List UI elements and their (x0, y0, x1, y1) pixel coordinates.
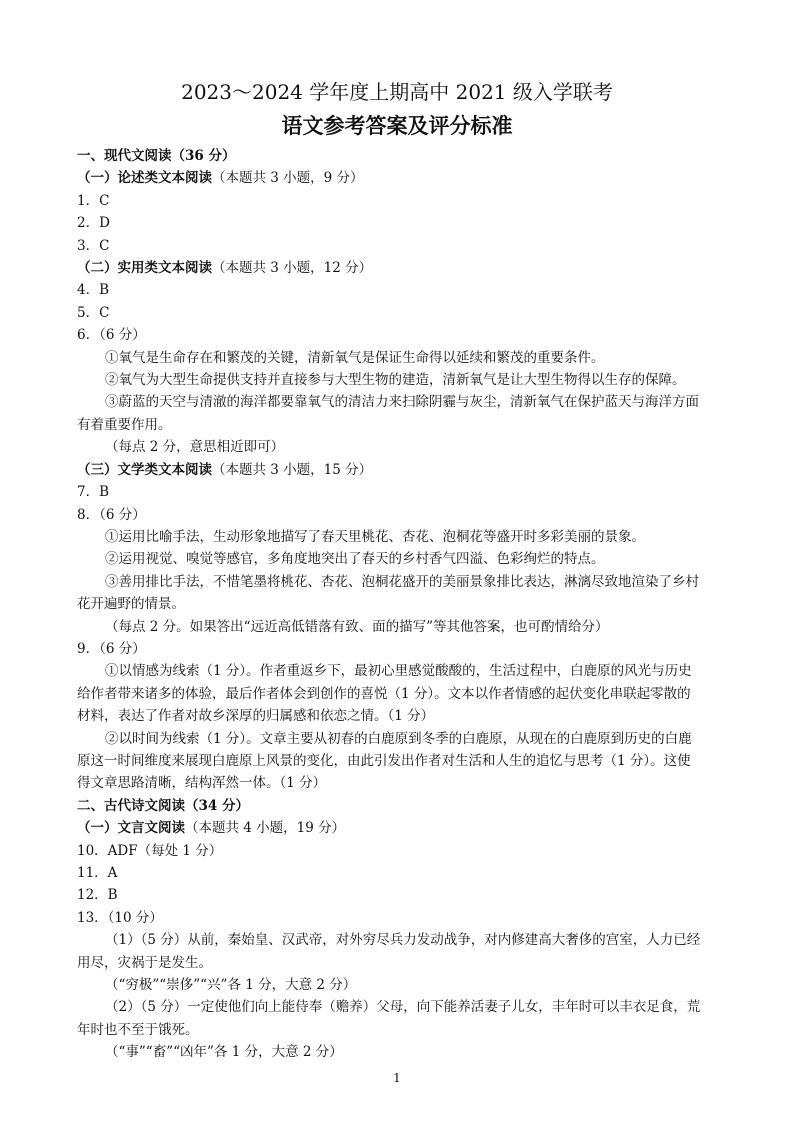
answer-q8-point3-cont: 花开遍野的情景。 (77, 596, 185, 613)
answer-body (77, 145, 727, 1064)
page-number: 1 (393, 1071, 401, 1085)
answer-q9-point1: ①以情感为线索（1 分）。作者重返乡下，最初心里感觉酸酸的，生活过程中，白鹿原的风光与历史 (105, 663, 692, 680)
answer-q13-part2-cont: 年时也不至于饿死。 (77, 1021, 199, 1038)
answer-q9-point1-cont2: 材料，表达了作者对故乡深厚的归属感和依恋之情。（1 分） (77, 708, 435, 725)
scoring-note-q6: （每点 2 分，意思相近即可） (105, 439, 285, 456)
subsection-title: （二）实用类文本阅读 (77, 260, 212, 277)
document-title: 语文参考答案及评分标准 (281, 113, 513, 138)
scoring-note-q13-part2: （“事”“畜”“凶年”各 1 分，大意 2 分） (105, 1044, 343, 1061)
answer-q13: 13．（10 分） (77, 909, 163, 926)
answer-q7: 7．B (77, 484, 110, 501)
answer-q6: 6．（6 分） (77, 327, 146, 344)
answer-q8-point1: ①运用比喻手法，生动形象地描写了春天里桃花、杏花、泡桐花等盛开时多彩美丽的景象。 (105, 528, 645, 545)
answer-q9: 9．（6 分） (77, 640, 146, 657)
answer-q2: 2．D (77, 215, 110, 232)
subsection-note: （本题共 4 小题，19 分） (185, 820, 346, 837)
subsection-heading-literary (77, 459, 727, 481)
answer-q6-point2: ②氧气为大型生命提供支持并直接参与大型生物的建造，清新氧气是让大型生物得以生存的保障。 (105, 372, 686, 389)
answer-q13-part1: （1）（5 分）从前，秦始皇、汉武帝，对外穷尽兵力发动战争，对内修建高大奢侈的宫室，人力已经 (105, 932, 701, 949)
answer-q6-point3-cont: 有着重要作用。 (77, 416, 172, 433)
answer-q8-point3: ③善用排比手法，不惜笔墨将桃花、杏花、泡桐花盛开的美丽景象排比表达，淋漓尽致地渲染了乡村 (105, 573, 699, 590)
answer-q6-point1: ①氧气是生命存在和繁茂的关键，清新氧气是保证生命得以延续和繁茂的重要条件。 (105, 349, 605, 366)
subsection-note: （本题共 3 小题，12 分） (212, 260, 373, 277)
answer-q6-point3: ③蔚蓝的天空与清澈的海洋都要靠氧气的清洁力来扫除阴霾与灰尘，清新氧气在保护蓝天与海洋方面 (105, 394, 699, 411)
answer-q9-point1-cont: 给作者带来诸多的体验，最后作者体会到创作的喜悦（1 分）。文本以作者情感的起伏变化串联起零散的 (77, 685, 691, 702)
subsection-title: （一）论述类文本阅读 (77, 170, 212, 187)
subsection-heading-practical (77, 257, 727, 279)
answer-q12: 12．B (77, 887, 118, 904)
answer-q1: 1．C (77, 192, 110, 209)
scoring-note-q13-part1: （“穷极”“崇侈”“兴”各 1 分，大意 2 分） (105, 977, 357, 994)
answer-q5: 5．C (77, 304, 110, 321)
subsection-note: （本题共 3 小题，9 分） (212, 170, 364, 187)
answer-q3: 3．C (77, 237, 110, 254)
subsection-title: （三）文学类文本阅读 (77, 461, 212, 478)
answer-q8-point2: ②运用视觉、嗅觉等感官，多角度地突出了春天的乡村香气四溢、色彩绚烂的特点。 (105, 551, 605, 568)
exam-title: 2023～2024 学年度上期高中 2021 级入学联考 (181, 80, 613, 104)
answer-q9-point2-cont2: 得文章思路清晰，结构浑然一体。（1 分） (77, 775, 327, 792)
subsection-note: （本题共 3 小题，15 分） (212, 461, 373, 478)
scoring-note-q8: （每点 2 分。如果答出“远近高低错落有致、面的描写”等其他答案，也可酌情给分） (105, 618, 609, 635)
answer-q9-point2-cont: 原这一时间维度来展现白鹿原上风景的变化，由此引发出作者对生活和人生的追忆与思考（1 分）。这使 (77, 752, 691, 769)
answer-q10: 10．ADF（每处 1 分） (77, 842, 223, 859)
answer-q13-part2: （2）（5 分）一定使他们向上能侍奉（赡养）父母，向下能养活妻子儿女，丰年时可以丰衣足食，荒 (105, 999, 701, 1016)
section-heading-modern-reading: 一、现代文阅读（36 分） (77, 148, 236, 164)
section-heading-classical-reading: 二、古代诗文阅读（34 分） (77, 797, 249, 814)
subsection-heading-argumentative (77, 167, 727, 189)
answer-q11: 11．A (77, 865, 118, 881)
answer-q13-part1-cont: 用尽，灾祸于是发生。 (77, 954, 212, 971)
subsection-heading-classical-prose (77, 817, 727, 839)
answer-q4: 4．B (77, 282, 110, 299)
answer-q9-point2: ②以时间为线索（1 分）。文章主要从初春的白鹿原到冬季的白鹿原，从现在的白鹿原到历史的白鹿 (105, 730, 692, 747)
answer-q8: 8．（6 分） (77, 506, 146, 523)
subsection-title: （一）文言文阅读 (77, 820, 185, 837)
